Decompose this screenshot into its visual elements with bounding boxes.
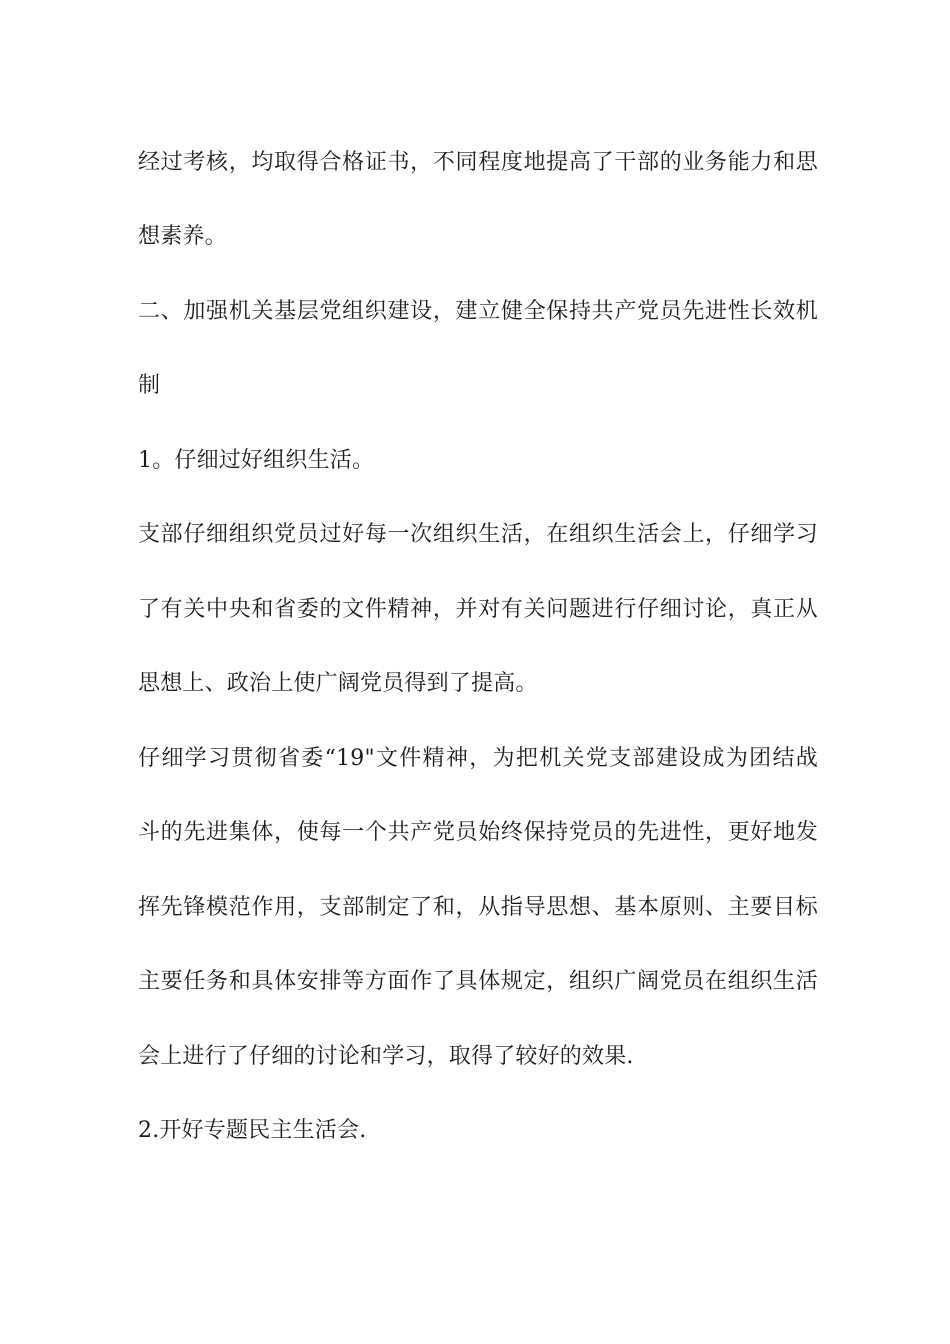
body-text-line: 会上进行了仔细的讨论和学习，取得了较好的效果. — [138, 1044, 634, 1069]
body-text-line: 经过考核，均取得合格证书，不同程度地提高了干部的业务能力和思 — [138, 150, 818, 175]
section-heading-line: 二、加强机关基层党组织建设，建立健全保持共产党员先进性长效机 — [138, 299, 818, 324]
section-heading-line: 制 — [138, 373, 161, 398]
subheading-line: 1。仔细过好组织生活。 — [138, 448, 375, 473]
body-text-line: 了有关中央和省委的文件精神，并对有关问题进行仔细讨论，真正从 — [138, 597, 818, 622]
body-text-line: 想素养。 — [138, 224, 227, 249]
body-text-line: 思想上、政治上使广阔党员得到了提高。 — [138, 671, 538, 696]
body-text-line: 仔细学习贯彻省委“19"文件精神，为把机关党支部建设成为团结战 — [138, 746, 818, 771]
body-text-line: 斗的先进集体，使每一个共产党员始终保持党员的先进性，更好地发 — [138, 820, 818, 845]
subheading-line: 2.开好专题民主生活会. — [138, 1118, 367, 1143]
body-text-line: 支部仔细组织党员过好每一次组织生活，在组织生活会上，仔细学习 — [138, 522, 818, 547]
body-text-line: 主要任务和具体安排等方面作了具体规定，组织广阔党员在组织生活 — [138, 969, 818, 994]
body-text-line: 挥先锋模范作用，支部制定了和，从指导思想、基本原则、主要目标 — [138, 895, 818, 920]
